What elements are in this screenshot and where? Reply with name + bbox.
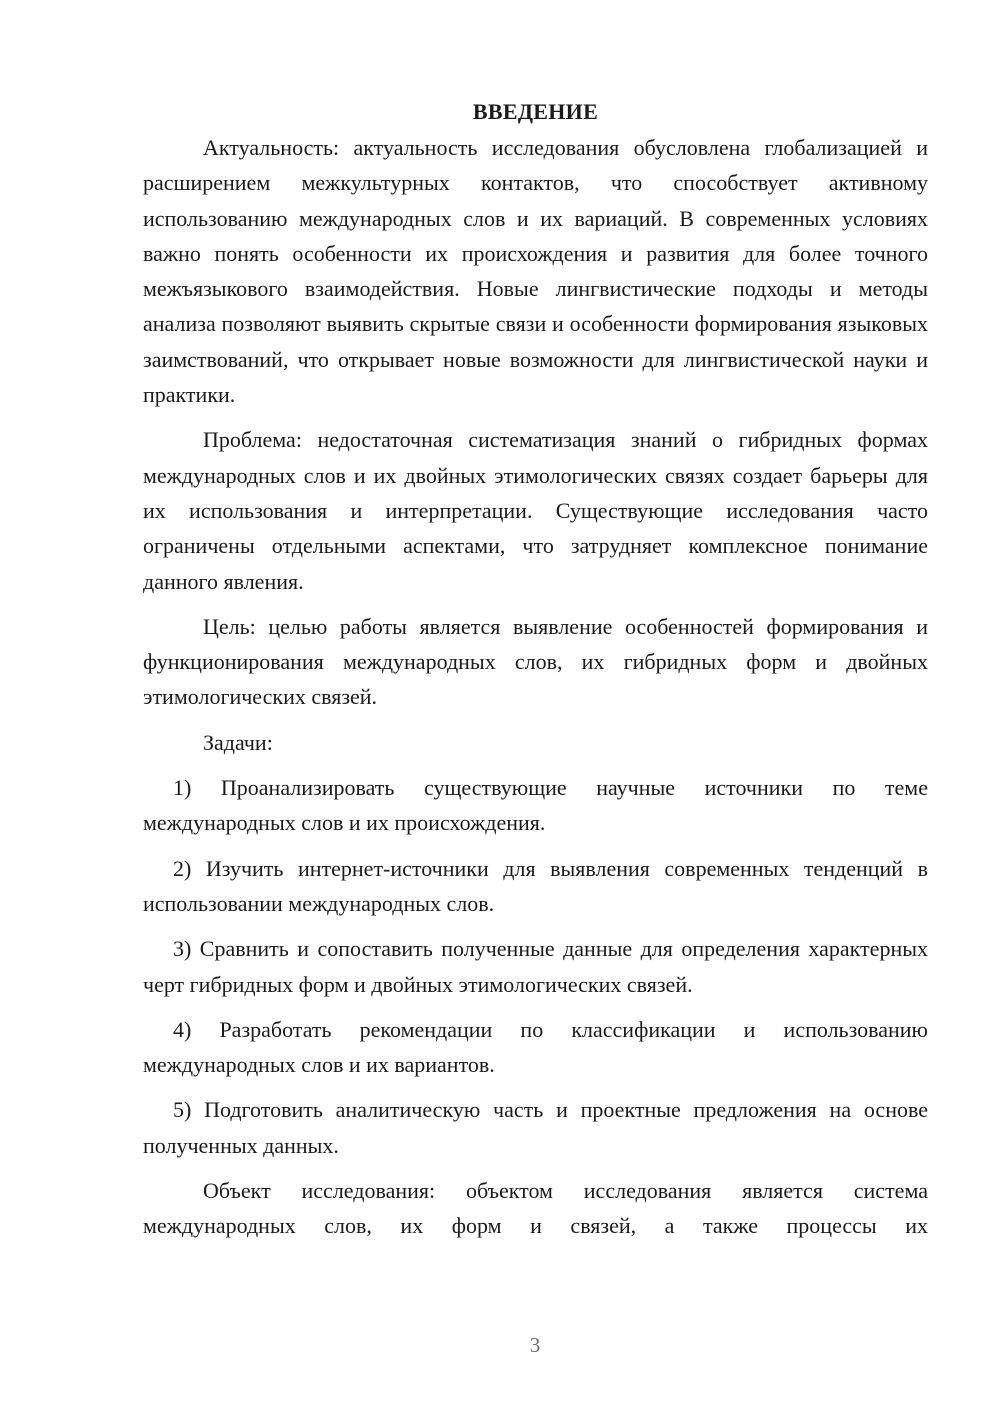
page-number: 3	[529, 1333, 541, 1357]
task-item-5: 5) Подготовить аналитическую часть и проектные предложения на основе полученных данных.	[143, 1097, 928, 1158]
section-heading: ВВЕДЕНИЕ	[472, 99, 599, 124]
paragraph-relevance: Актуальность: актуальность исследования обусловлена глобализацией и расширением межкультурных контактов, что способствует активному использованию международных слов и их вариаций. В современных условиях важно понять особенности их происхождения и развития для более точного межъязыкового взаимодействия. Новые лингвистические подходы и методы анализа позволяют выявить скрытые связи и особенности формирования языковых заимствований, что открывает новые возможности для лингвистической науки и практики.	[143, 135, 928, 408]
task-item-2: 2) Изучить интернет-источники для выявления современных тенденций в использовании международных слов.	[143, 855, 928, 916]
task-item-4: 4) Разработать рекомендации по классификации и использованию международных слов и их вариантов.	[143, 1016, 928, 1078]
paragraph-tasks-label: Задачи:	[203, 729, 273, 755]
document-page	[143, 94, 928, 1244]
paragraph-object: Объект исследования: объектом исследования является система международных слов, их форм и связей, а также процессы их	[143, 1178, 928, 1239]
task-item-1: 1) Проанализировать существующие научные источники по теме международных слов и их происхождения.	[143, 775, 928, 836]
paragraph-problem: Проблема: недостаточная систематизация знаний о гибридных формах международных слов и их двойных этимологических связях создает барьеры для их использования и интерпретации. Существующие исследования часто ограничены отдельными аспектами, что затрудняет комплексное понимание данного явления.	[143, 427, 928, 594]
paragraph-goal: Цель: целью работы является выявление особенностей формирования и функционирования международных слов, их гибридных форм и двойных этимологических связей.	[143, 613, 928, 710]
task-item-3: 3) Сравнить и сопоставить полученные данные для определения характерных черт гибридных форм и двойных этимологических связей.	[143, 936, 928, 997]
